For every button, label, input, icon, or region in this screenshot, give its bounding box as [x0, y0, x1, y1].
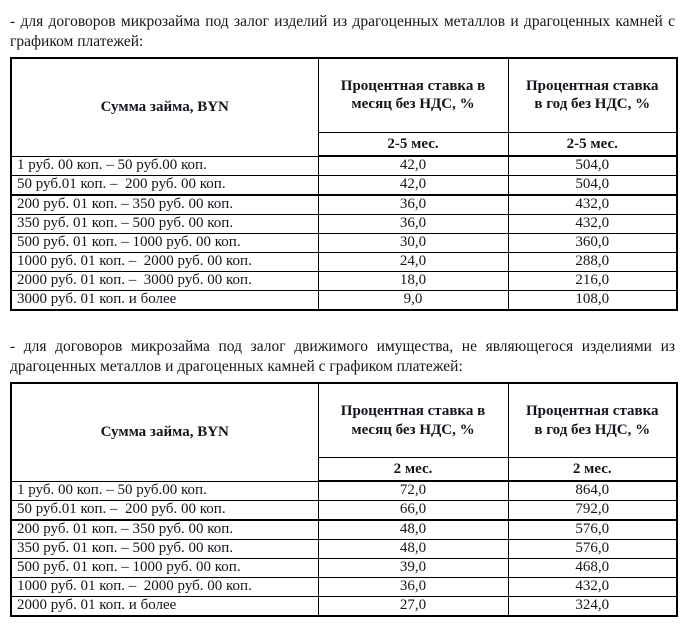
column-header-yearly-rate: Процентная ставка в год без НДС, % — [508, 58, 677, 133]
monthly-rate-cell: 36,0 — [318, 215, 508, 234]
range-cell: 1 руб. 00 коп. – 50 руб.00 коп. — [11, 156, 318, 176]
table-row — [11, 501, 677, 521]
range-cell: 50 руб.01 коп. – 200 руб. 00 коп. — [11, 176, 318, 196]
monthly-rate-cell: 72,0 — [318, 481, 508, 501]
table-row — [11, 234, 677, 253]
range-cell: 2000 руб. 01 коп. и более — [11, 597, 318, 617]
range-cell: 2000 руб. 01 коп. – 3000 руб. 00 коп. — [11, 272, 318, 291]
monthly-rate-cell: 9,0 — [318, 291, 508, 311]
yearly-rate-cell: 432,0 — [508, 195, 677, 215]
yearly-rate-cell: 864,0 — [508, 481, 677, 501]
range-cell: 350 руб. 01 коп. – 500 руб. 00 коп. — [11, 540, 318, 559]
monthly-rate-cell: 66,0 — [318, 501, 508, 521]
yearly-rate-cell: 432,0 — [508, 578, 677, 597]
table-row — [11, 215, 677, 234]
yearly-rate-cell: 792,0 — [508, 501, 677, 521]
range-cell: 3000 руб. 01 коп. и более — [11, 291, 318, 311]
range-cell: 350 руб. 01 коп. – 500 руб. 00 коп. — [11, 215, 318, 234]
range-cell: 1 руб. 00 коп. – 50 руб.00 коп. — [11, 481, 318, 501]
yearly-rate-cell: 576,0 — [508, 540, 677, 559]
table-row — [11, 578, 677, 597]
monthly-rate-cell: 48,0 — [318, 520, 508, 540]
header-row — [11, 58, 677, 133]
table-row — [11, 520, 677, 540]
intro-paragraph-jewelry: - для договоров микрозайма под залог изделий из драгоценных металлов и драгоценных камней с графиком платежей: — [10, 13, 675, 50]
header-row — [11, 383, 677, 458]
table-row — [11, 156, 677, 176]
yearly-rate-cell: 324,0 — [508, 597, 677, 617]
period-cell-yearly: 2 мес. — [508, 458, 677, 482]
yearly-rate-cell: 504,0 — [508, 156, 677, 176]
column-header-monthly-rate: Процентная ставка в месяц без НДС, % — [318, 383, 508, 458]
monthly-rate-cell: 48,0 — [318, 540, 508, 559]
table-row — [11, 597, 677, 617]
yearly-rate-cell: 432,0 — [508, 215, 677, 234]
column-header-loan-sum: Сумма займа, BYN — [11, 383, 318, 482]
rates-table-jewelry-pledge — [10, 57, 678, 312]
column-header-monthly-rate: Процентная ставка в месяц без НДС, % — [318, 58, 508, 133]
range-cell: 1000 руб. 01 коп. – 2000 руб. 00 коп. — [11, 578, 318, 597]
range-cell: 50 руб.01 коп. – 200 руб. 00 коп. — [11, 501, 318, 521]
monthly-rate-cell: 18,0 — [318, 272, 508, 291]
column-header-loan-sum: Сумма займа, BYN — [11, 58, 318, 157]
period-cell-monthly: 2-5 мес. — [318, 133, 508, 157]
table-row — [11, 540, 677, 559]
table-row — [11, 291, 677, 311]
yearly-rate-cell: 576,0 — [508, 520, 677, 540]
yearly-rate-cell: 504,0 — [508, 176, 677, 196]
period-cell-yearly: 2-5 мес. — [508, 133, 677, 157]
range-cell: 500 руб. 01 коп. – 1000 руб. 00 коп. — [11, 559, 318, 578]
yearly-rate-cell: 468,0 — [508, 559, 677, 578]
monthly-rate-cell: 36,0 — [318, 195, 508, 215]
intro-paragraph-movables: - для договоров микрозайма под залог движимого имущества, не являющегося изделиями из драгоценных металлов и драгоценных камней с графиком платежей: — [10, 338, 675, 375]
rates-table-movable-property-pledge — [10, 382, 678, 618]
range-cell: 200 руб. 01 коп. – 350 руб. 00 коп. — [11, 195, 318, 215]
monthly-rate-cell: 42,0 — [318, 176, 508, 196]
table-row — [11, 272, 677, 291]
range-cell: 1000 руб. 01 коп. – 2000 руб. 00 коп. — [11, 253, 318, 272]
period-cell-monthly: 2 мес. — [318, 458, 508, 482]
yearly-rate-cell: 288,0 — [508, 253, 677, 272]
monthly-rate-cell: 36,0 — [318, 578, 508, 597]
table-row — [11, 195, 677, 215]
yearly-rate-cell: 108,0 — [508, 291, 677, 311]
table-row — [11, 253, 677, 272]
table-row — [11, 481, 677, 501]
range-cell: 200 руб. 01 коп. – 350 руб. 00 коп. — [11, 520, 318, 540]
monthly-rate-cell: 42,0 — [318, 156, 508, 176]
column-header-yearly-rate: Процентная ставка в год без НДС, % — [508, 383, 677, 458]
monthly-rate-cell: 24,0 — [318, 253, 508, 272]
yearly-rate-cell: 360,0 — [508, 234, 677, 253]
table-row — [11, 176, 677, 196]
monthly-rate-cell: 39,0 — [318, 559, 508, 578]
range-cell: 500 руб. 01 коп. – 1000 руб. 00 коп. — [11, 234, 318, 253]
monthly-rate-cell: 27,0 — [318, 597, 508, 617]
table-row — [11, 559, 677, 578]
yearly-rate-cell: 216,0 — [508, 272, 677, 291]
monthly-rate-cell: 30,0 — [318, 234, 508, 253]
